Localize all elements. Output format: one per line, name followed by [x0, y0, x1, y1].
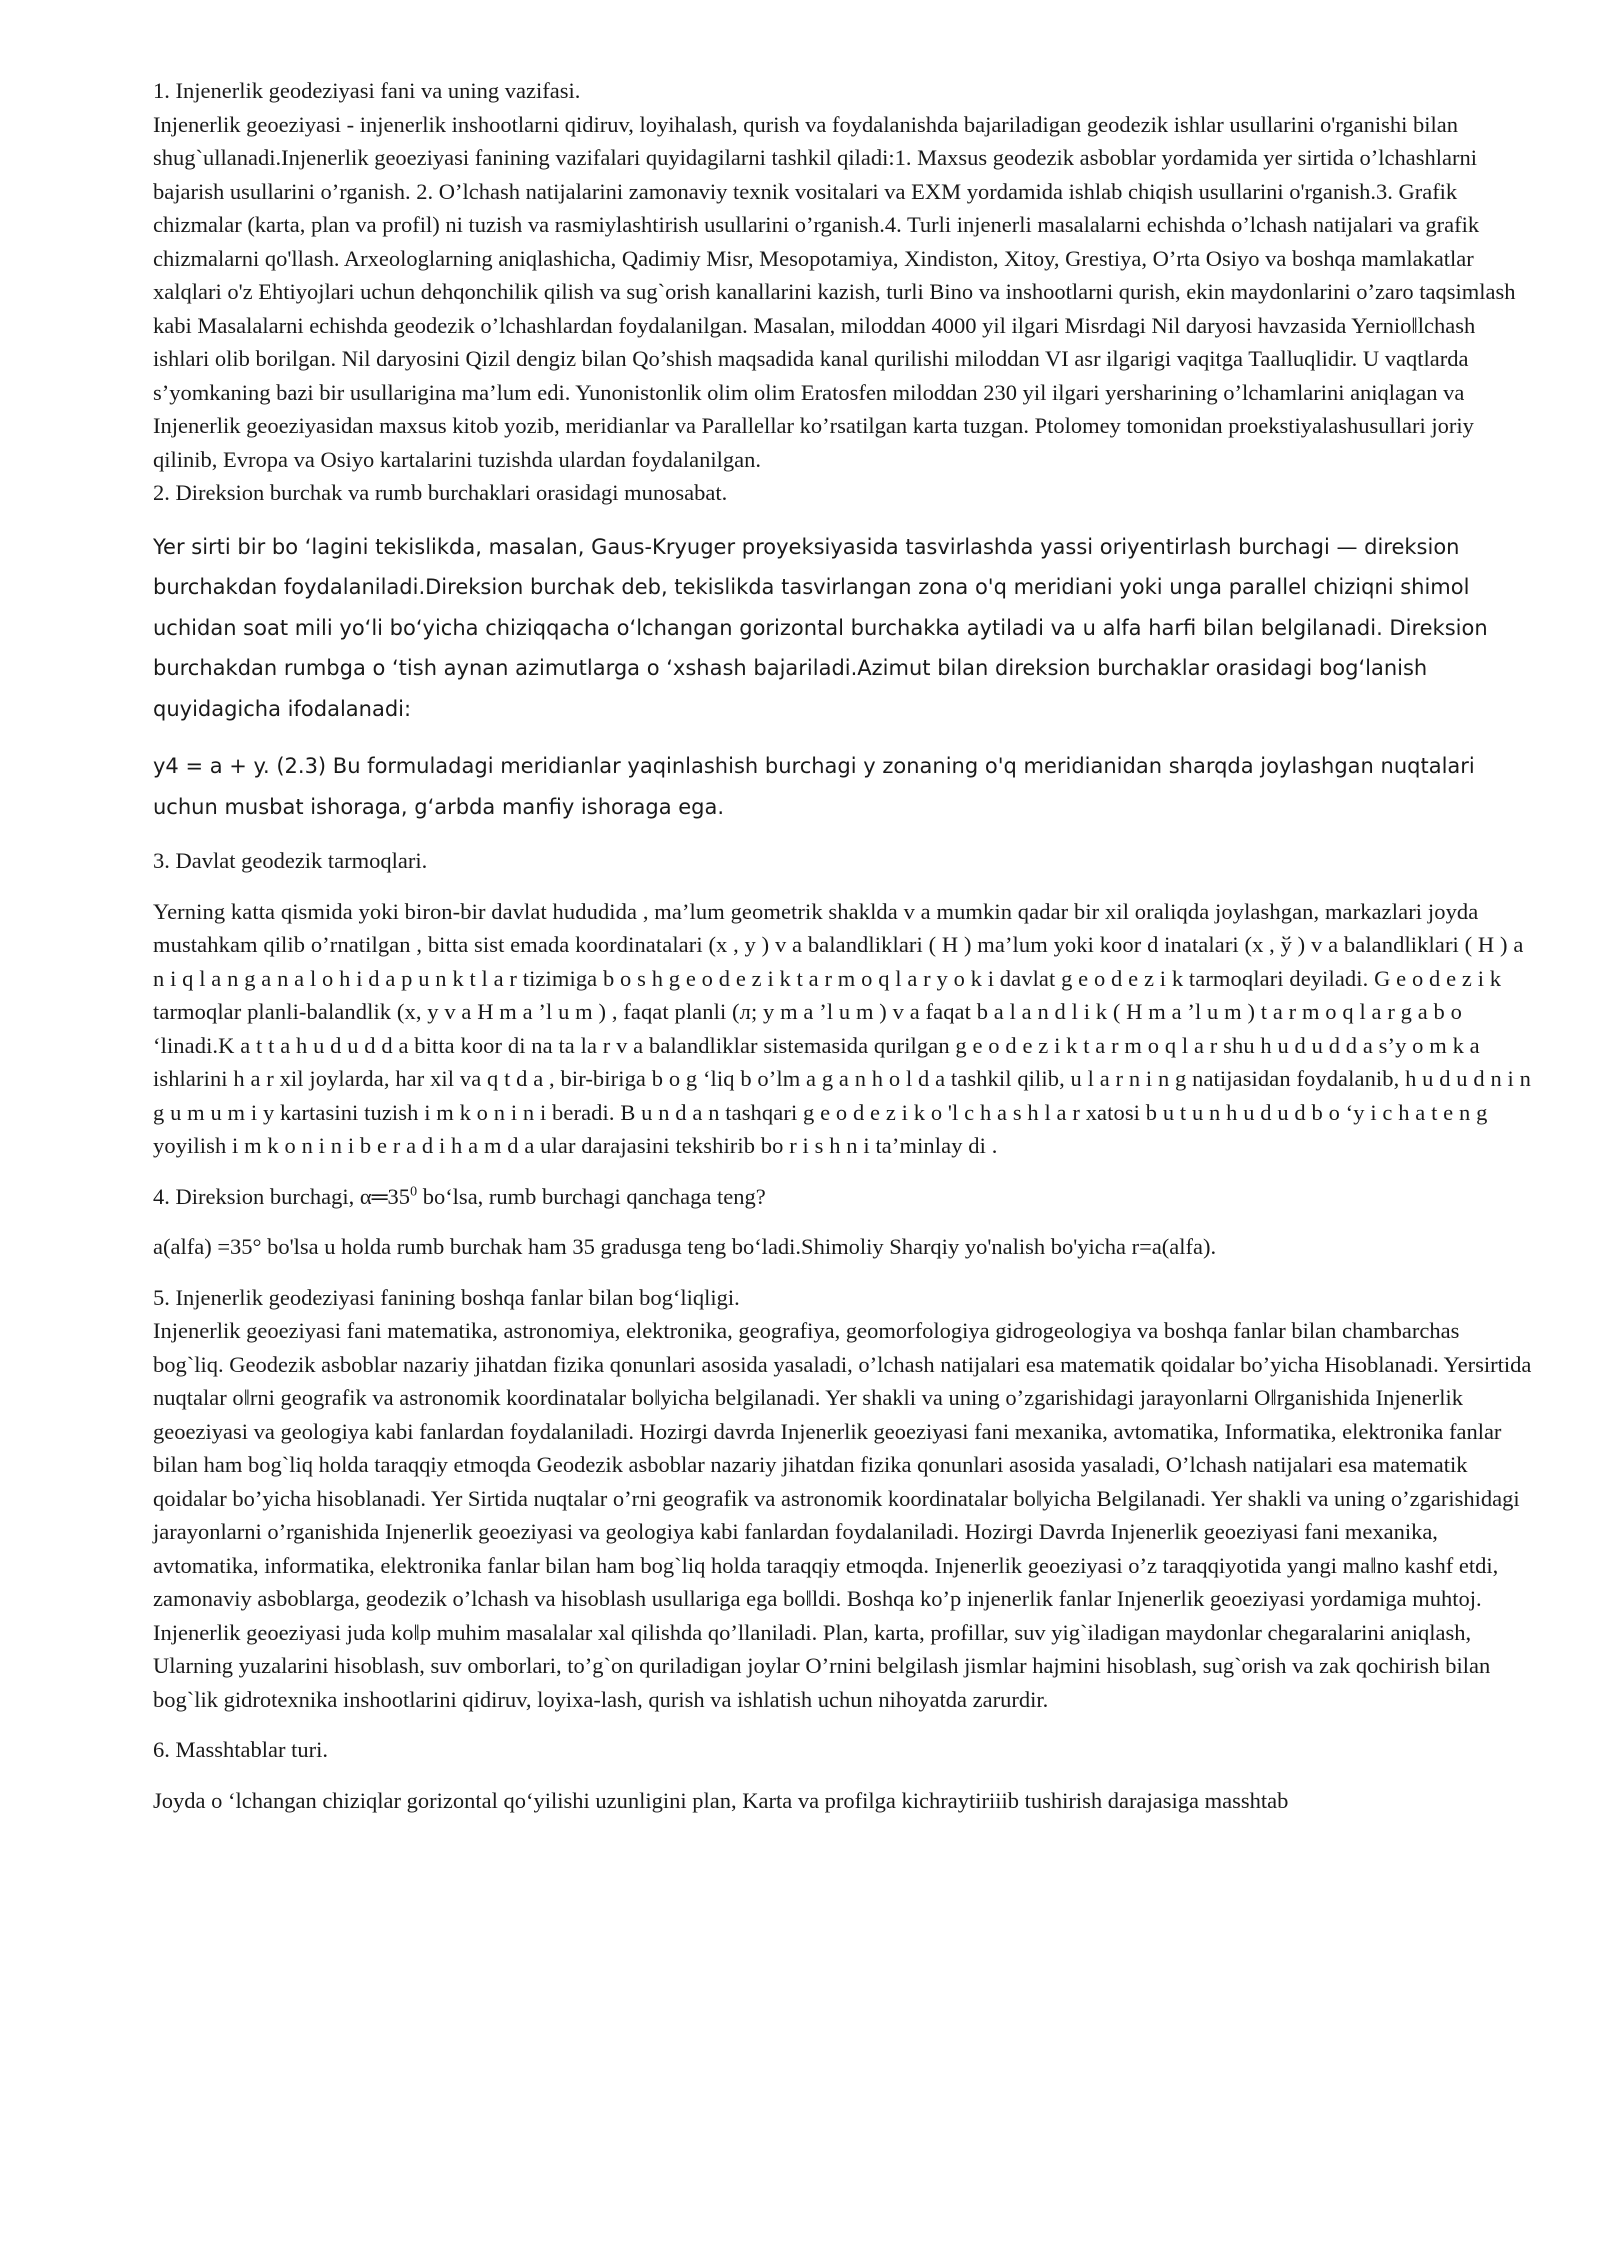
section-6-body: Joyda o ‘lchangan chiziqlar gorizontal qo‘yilishi uzunligini plan, Karta va profilga kichraytiriiib tushirish darajasiga masshtab: [153, 1787, 1289, 1813]
section-5-body: Injenerlik geoeziyasi fani matematika, astronomiya, elektronika, geografiya, geomorfologiya gidrogeologiya va boshqa fanlar bilan chambarchas bog`liq. Geodezik asboblar nazariy jihatdan fizika qonunlari asosida yasaladi, o’lchash natijalari esa matematik qoidalar bo’yicha Hisoblanadi. Yersirtida nuqtalar o‖rni geografik va astronomik koordinatalar bo‖yicha belgilanadi. Yer shakli va uning o’zgarishidagi jarayonlarni O‖rganishida Injenerlik geoeziyasi va geologiya kabi fanlardan foydalaniladi. Hozirgi davrda Injenerlik geoeziyasi fani mexanika, avtomatika, Informatika, elektronika fanlar bilan ham bog`liq holda taraqqiy etmoqda Geodezik asboblar nazariy jihatdan fizika qonunlari asosida yasaladi, O’lchash natijalari esa matematik qoidalar bo’yicha hisoblanadi. Yer Sirtida nuqtalar o’rni geografik va astronomik koordinatalar bo‖yicha Belgilanadi. Yer shakli va uning o’zgarishidagi jarayonlarni o’rganishida Injenerlik geoeziyasi va geologiya kabi fanlardan foydalaniladi. Hozirgi Davrda Injenerlik geoeziyasi fani mexanika, avtomatika, informatika, elektronika fanlar bilan ham bog`liq holda taraqqiy etmoqda. Injenerlik geoeziyasi o’z taraqqiyotida yangi ma‖no kashf etdi, zamonaviy asboblarga, geodezik o’lchash va hisoblash usullariga ega bo‖ldi. Boshqa ko’p injenerlik fanlar Injenerlik geoeziyasi yordamiga muhtoj. Injenerlik geoeziyasi juda ko‖p muhim masalalar xal qilishda qo’llaniladi. Plan, karta, profillar, suv yig`iladigan maydonlar chegaralarini aniqlash, Ularning yuzalarini hisoblash, suv omborlari, to’g`on quriladigan joylar O’rnini belgilash jismlar hajmini hisoblash, sug`orish va zak qochirish bilan bog`lik gidrotexnika inshootlarini qidiruv, loyixa-lash, qurish va ishlatish uchun nihoyatda zarurdir.: [153, 1318, 1532, 1712]
section-2-body: Yer sirti bir bo ‘lagini tekislikda, masalan, Gaus-Kryuger proyeksiyasida tasvirlashda yassi oriyentirlash burchagi — direksion burchakdan foydalaniladi.Direksion burchak deb, tekislikda tasvirlangan zona o'q meridiani yoki unga parallel chiziqni shimol uchidan soat mili yo‘li bo‘yicha chiziqqacha o‘lchangan gorizontal burchakka aytiladi va u alfa harfi bilan belgilanadi. Direksion burchakdan rumbga o ‘tish aynan azimutlarga o ‘xshash bajariladi.Azimut bilan direksion burchaklar orasidagi bog‘lanish quyidagicha ifodalanadi:: [153, 534, 1488, 721]
document-page: [153, 74, 1533, 1817]
section-6-heading: 6. Masshtablar turi.: [153, 1737, 328, 1762]
section-2-heading: 2. Direksion burchak va rumb burchaklari orasidagi munosabat.: [153, 480, 728, 505]
section-1-body: Injenerlik geoeziyasi - injenerlik inshootlarni qidiruv, loyihalash, qurish va foydalanishda bajariladigan geodezik ishlar usullarini o'rganishi bilan shug`ullanadi.Injenerlik geoeziyasi fanining vazifalari quyidagilarni tashkil qiladi:1. Maxsus geodezik asboblar yordamida yer sirtida o’lchashlarni bajarish usullarini o’rganish. 2. O’lchash natijalarini zamonaviy texnik vositalari va EXM yordamida ishlab chiqish usullarini o'rganish.3. Grafik chizmalar (karta, plan va profil) ni tuzish va rasmiylashtirish usullarini o’rganish.4. Turli injenerli masalalarni echishda o’lchash natijalari va grafik chizmalarni qo'llash. Arxeologlarning aniqlashicha, Qadimiy Misr, Mesopotamiya, Xindiston, Xitoy, Grestiya, O’rta Osiyo va boshqa mamlakatlar xalqlari o'z Ehtiyojlari uchun dehqonchilik qilish va sug`orish kanallarini kazish, turli Bino va inshootlarni qurish, ekin maydonlarini o’zaro taqsimlash kabi Masalalarni echishda geodezik o’lchashlardan foydalanilgan. Masalan, miloddan 4000 yil ilgari Misrdagi Nil daryosi havzasida Yernio‖lchash ishlari olib borilgan. Nil daryosini Qizil dengiz bilan Qo’shish maqsadida kanal qurilishi miloddan VI asr ilgarigi vaqitga Taalluqlidir. U vaqtlarda s’yomkaning bazi bir usullarigina ma’lum edi. Yunonistonlik olim olim Eratosfen miloddan 230 yil ilgari yersharining o’lchamlarini aniqlagan va Injenerlik geoeziyasidan maxsus kitob yozib, meridianlar va Parallellar ko’rsatilgan karta tuzgan. Ptolomey tomonidan proekstiyalashusullari joriy qilinib, Evropa va Osiyo kartalarini tuzishda ulardan foydalanilgan.: [153, 111, 1516, 472]
section-3-heading: 3. Davlat geodezik tarmoqlari.: [153, 848, 428, 873]
section-4-heading-prefix: 4. Direksion burchagi, α═35: [153, 1183, 411, 1209]
section-4-heading: [153, 1180, 1533, 1214]
section-4-body: a(alfa) =35° bo'lsa u holda rumb burchak ham 35 gradusga teng bo‘ladi.Shimoliy Sharqiy yo'nalish bo'yicha r=a(alfa).: [153, 1234, 1217, 1259]
section-3-body: Yerning katta qismida yoki biron-bir davlat hududida , ma’lum geometrik shaklda v a mumkin qadar bir xil oraliqda joylashgan, markazlari joyda mustahkam qilib o’rnatilgan , bitta sist emada koordinatalari (x , y ) v a balandliklari ( H ) ma’lum yoki koor d inatalari (x , ў ) v a balandliklari ( H ) a n i q l a n g a n a l o h i d a p u n k t l a r tizimiga b o s h g e o d e z i k t a r m o q l a r y o k i davlat g e o d e z i k tarmoqlari deyiladi. G e o d e z i k tarmoqlar planli-balandlik (x, y v a H m a ’l u m ) , faqat planli (л; y m a ’l u m ) v a faqat b a l a n d l i k ( H m a ’l u m ) t a r m o q l a r g a b o ‘linadi.K a t t a h u d u d d a bitta koor di na ta la r v a balandliklar sistemasida qurilgan g e o d e z i k t a r m o q l a r shu h u d u d d a s’y o m k a ishlarini h a r xil joylarda, har xil va q t d a , bir-biriga b o g ‘liq b o’lm a g a n h o l d a tashkil qilib, u l a r n i n g natijasidan foydalanib, h u d u d n i n g u m u m i y kartasini tuzish i m k o n i n i beradi. B u n d a n tashqari g e o d e z i k o 'l c h a s h l a r xatosi b u t u n h u d u d b o ‘y i c h a t e n g yoyilish i m k o n i n i b e r a d i h a m d a ular darajasini tekshirib bo r i s h n i ta’minlay di .: [153, 898, 1531, 1158]
section-1-heading: 1. Injenerlik geodeziyasi fani va uning vazifasi.: [153, 78, 581, 103]
section-5-heading: 5. Injenerlik geodeziyasi fanining boshqa fanlar bilan bog‘liqligi.: [153, 1284, 740, 1310]
section-2-formula: y4 = a + y. (2.3) Bu formuladagi meridianlar yaqinlashish burchagi y zonaning o'q meridianidan sharqda joylashgan nuqtalari uchun musbat ishoraga, g‘arbda manfiy ishoraga ega.: [153, 754, 1475, 819]
section-4-heading-suffix: bo‘lsa, rumb burchagi qanchaga teng?: [417, 1183, 766, 1209]
degree-superscript: 0: [410, 1184, 418, 1199]
